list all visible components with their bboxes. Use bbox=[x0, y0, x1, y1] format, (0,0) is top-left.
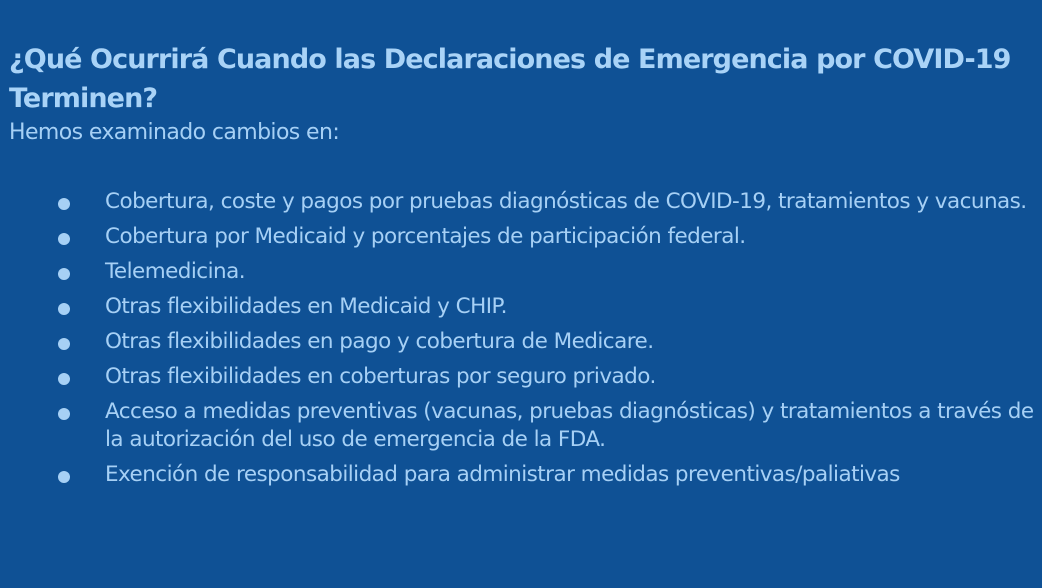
bullet-icon bbox=[58, 268, 70, 280]
bullet-text: Exención de responsabilidad para administrar medidas preventivas/paliativas bbox=[105, 462, 900, 487]
bullet-icon bbox=[58, 233, 70, 245]
bullet-text: Otras flexibilidades en pago y cobertura de Medicare. bbox=[105, 329, 654, 354]
bullet-item bbox=[9, 363, 1034, 391]
bullet-item bbox=[9, 398, 1034, 454]
bullet-text: Otras flexibilidades en coberturas por seguro privado. bbox=[105, 364, 656, 389]
bullet-icon bbox=[58, 338, 70, 350]
bullet-text: Otras flexibilidades en Medicaid y CHIP. bbox=[105, 294, 507, 319]
bullet-item bbox=[9, 188, 1034, 216]
bullet-icon bbox=[58, 408, 70, 420]
bullet-item bbox=[9, 293, 1034, 321]
intro-text: Hemos examinado cambios en: bbox=[9, 120, 340, 145]
bullet-text: Telemedicina. bbox=[105, 259, 245, 284]
bullet-icon bbox=[58, 303, 70, 315]
slide-title: ¿Qué Ocurrirá Cuando las Declaraciones de Emergencia por COVID-19 Terminen? bbox=[9, 44, 1011, 114]
bullet-icon bbox=[58, 198, 70, 210]
bullet-text: Cobertura por Medicaid y porcentajes de participación federal. bbox=[105, 224, 746, 249]
bullet-text: Cobertura, coste y pagos por pruebas diagnósticas de COVID-19, tratamientos y vacunas. bbox=[105, 189, 1027, 214]
bullet-item bbox=[9, 258, 1034, 286]
bullet-item bbox=[9, 223, 1034, 251]
bullet-item bbox=[9, 461, 1034, 489]
bullet-icon bbox=[58, 373, 70, 385]
bullet-icon bbox=[58, 471, 70, 483]
bullet-text: Acceso a medidas preventivas (vacunas, pruebas diagnósticas) y tratamientos a través de la autorización del uso de emergencia de la FDA. bbox=[105, 399, 1034, 452]
bullet-list bbox=[9, 188, 1034, 489]
bullet-item bbox=[9, 328, 1034, 356]
